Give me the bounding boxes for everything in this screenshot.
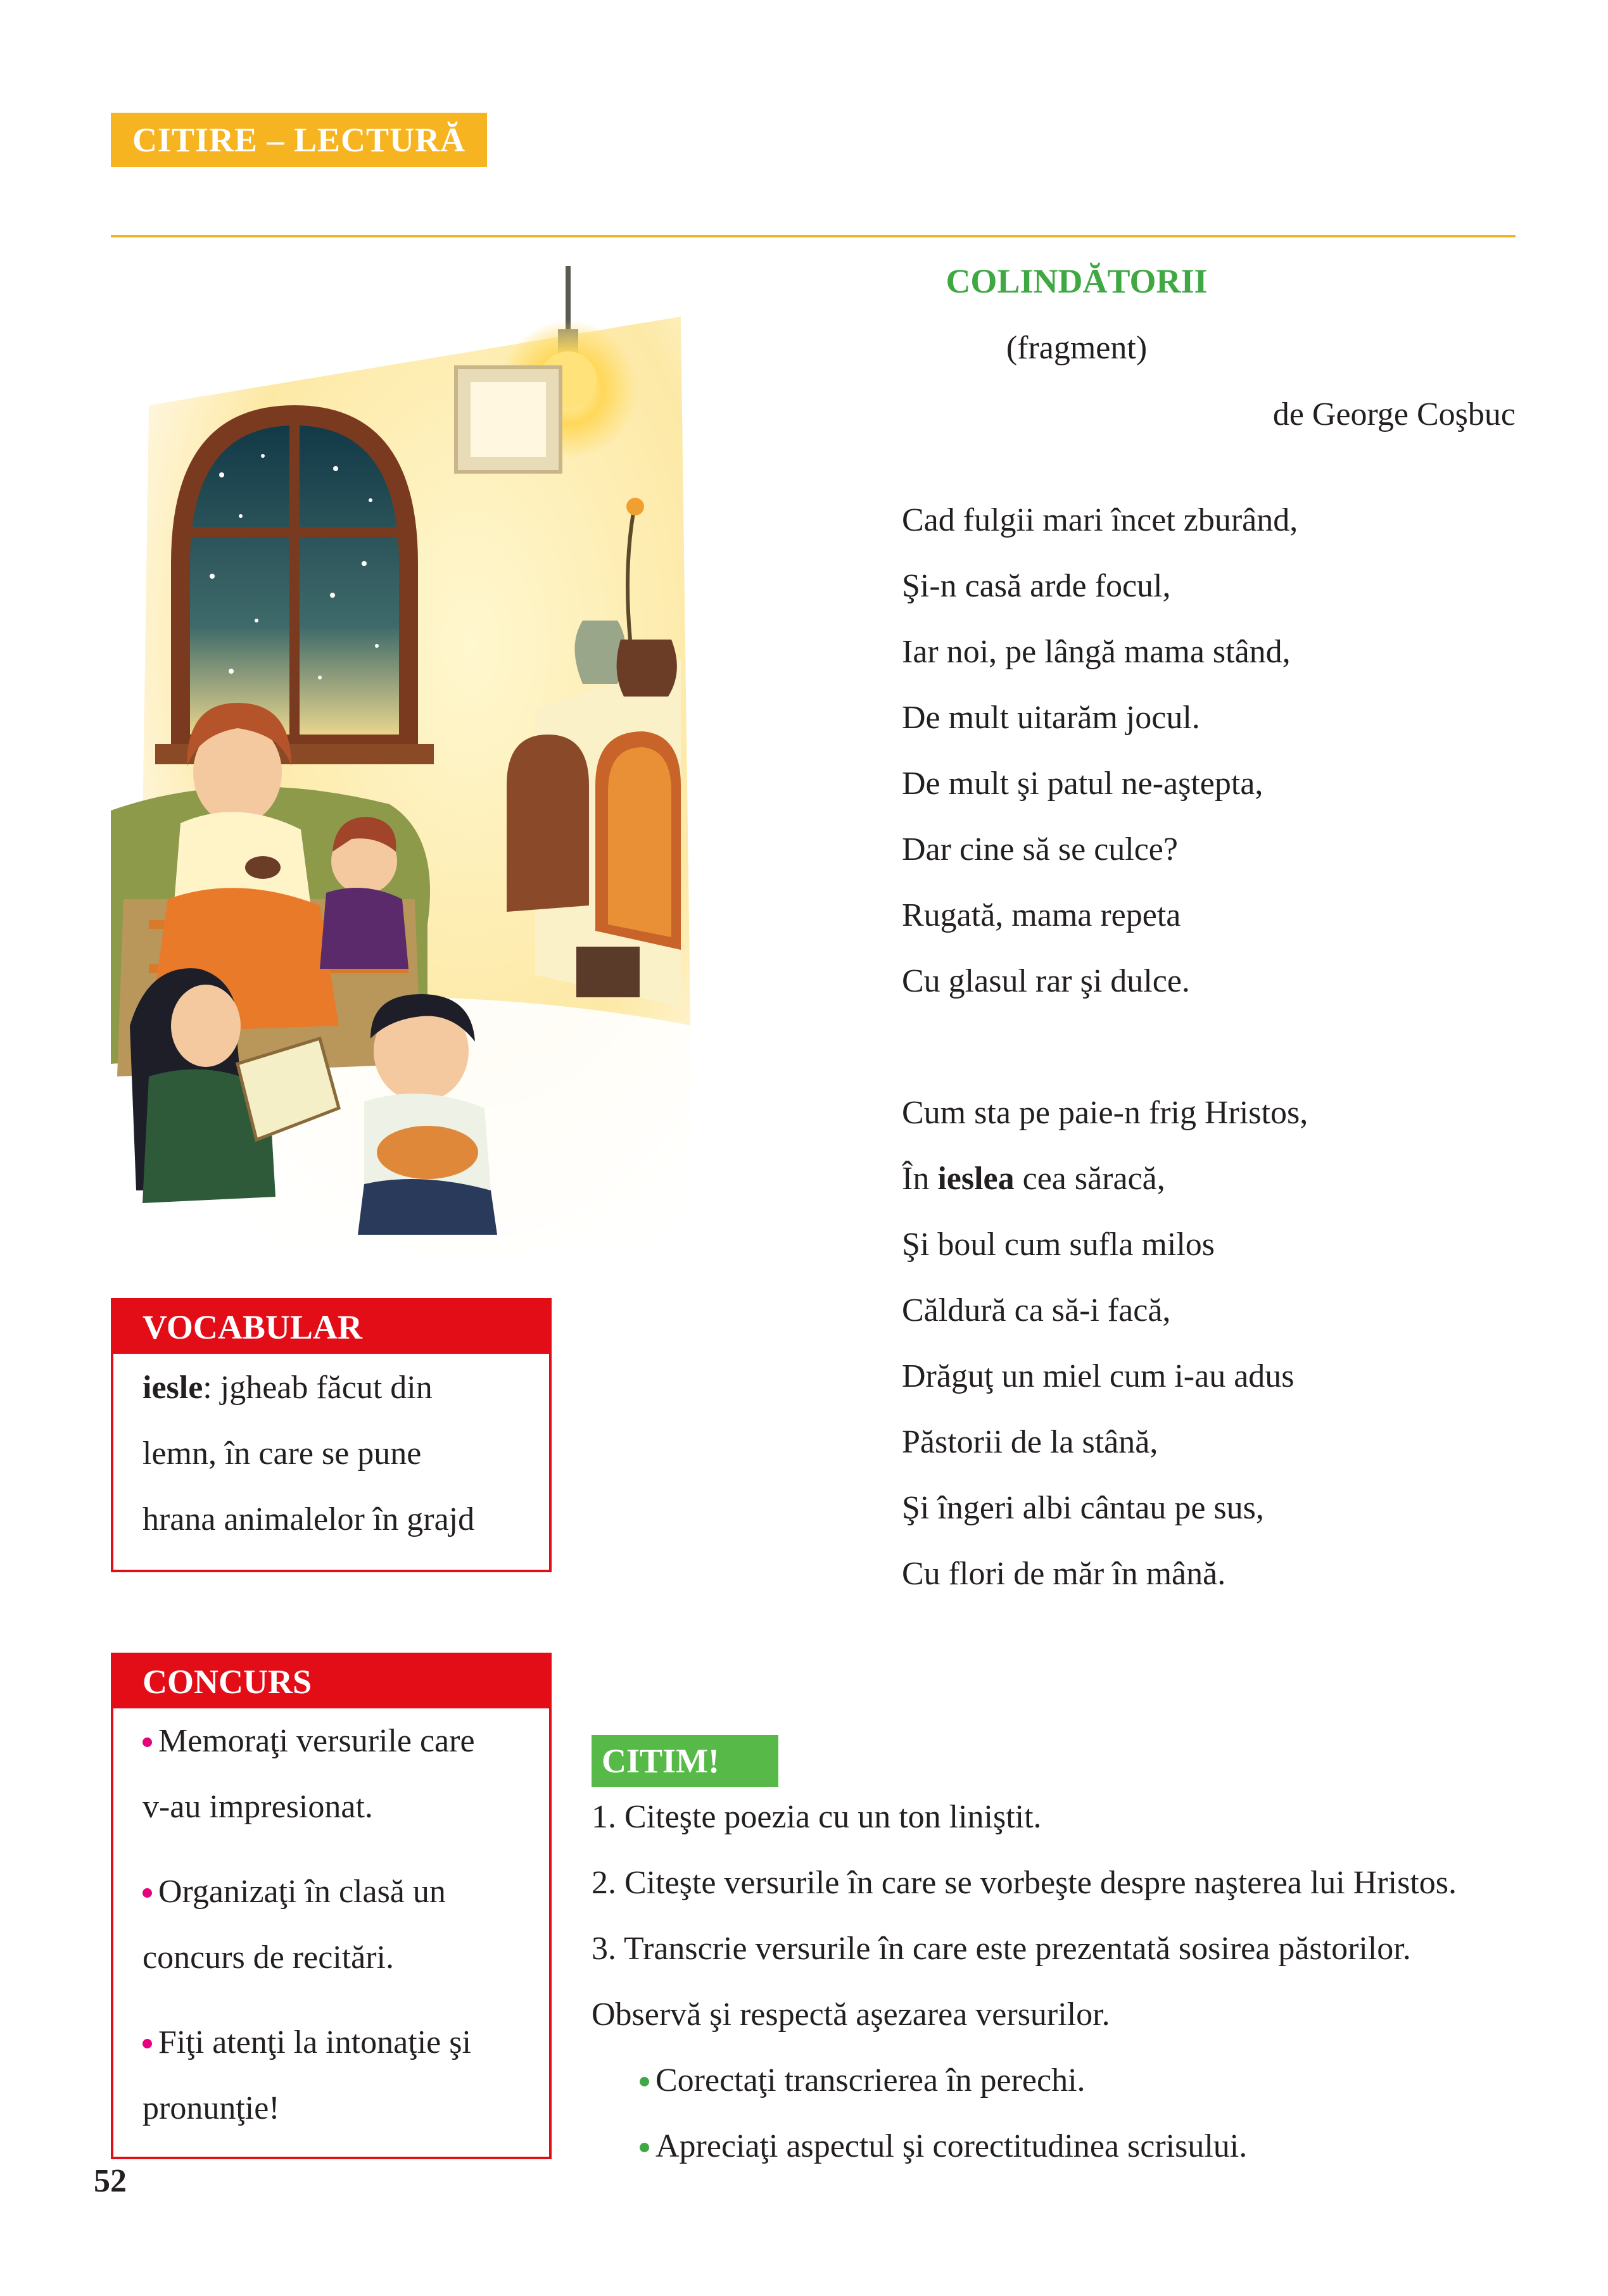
verse-line: Cad fulgii mari încet zburând, xyxy=(902,502,1298,538)
task-2: 2. Citeşte versurile în care se vorbeşte despre naşterea lui Hristos. xyxy=(592,1865,1457,1901)
contest-item-continued: v-au impresionat. xyxy=(142,1789,373,1825)
verse-line: Şi îngeri albi cântau pe sus, xyxy=(902,1490,1264,1526)
poem-stanza-1 xyxy=(902,488,1510,1014)
task-3: 3. Transcrie versurile în care este prezentată sosirea păstorilor. xyxy=(592,1931,1411,1967)
vocabulary-definition-line xyxy=(142,1355,536,1421)
bullet-dot-icon xyxy=(142,1738,152,1747)
section-tag: CITIRE – LECTURĂ xyxy=(111,113,487,167)
bullet-dot-icon xyxy=(142,1888,152,1898)
verse-line: De mult uitarăm jocul. xyxy=(902,700,1200,736)
page-number: 52 xyxy=(94,2163,127,2199)
vocabulary-term: iesle xyxy=(142,1370,203,1406)
bullet-dot-icon xyxy=(640,2143,649,2152)
poem-author: de George Coşbuc xyxy=(1272,396,1516,432)
task-1: 1. Citeşte poezia cu un ton liniştit. xyxy=(592,1799,1042,1835)
contest-item-continued: concurs de recitări. xyxy=(142,1940,395,1976)
bullet-dot-icon xyxy=(142,2039,152,2048)
contest-item-text: Memoraţi versurile care xyxy=(158,1723,475,1759)
verse-line: Şi-n casă arde focul, xyxy=(902,568,1171,604)
citim-tag: CITIM! xyxy=(592,1735,778,1787)
verse-line: Iar noi, pe lângă mama stând, xyxy=(902,634,1291,670)
verse-line: Căldură ca să-i facă, xyxy=(902,1292,1171,1328)
task-3-continued: Observă şi respectă aşezarea versurilor. xyxy=(592,1996,1110,2033)
bullet-dot-icon xyxy=(640,2077,649,2086)
contest-item-text: Fiţi atenţi la intonaţie şi xyxy=(158,2024,471,2060)
verse-line: Cum sta pe paie-n frig Hristos, xyxy=(902,1095,1308,1131)
task-bullet-text: Apreciaţi aspectul şi corectitudinea scrisului. xyxy=(655,2128,1248,2164)
illustration-family-reading xyxy=(111,266,744,1254)
verse-line: Cu glasul rar şi dulce. xyxy=(902,963,1190,999)
contest-item-continued: pronunţie! xyxy=(142,2090,280,2126)
verse-line: Rugată, mama repeta xyxy=(902,897,1181,933)
vocabulary-definition-line: hrana animalelor în grajd xyxy=(142,1501,475,1537)
contest-item-text: Organizaţi în clasă un xyxy=(158,1874,446,1910)
definition-text: : jgheab făcut din xyxy=(203,1370,433,1406)
verse-line: Dar cine să se culce? xyxy=(902,831,1178,867)
task-bullet xyxy=(640,2048,1571,2114)
illustration-svg xyxy=(111,266,744,1254)
contest-item xyxy=(142,1859,536,1925)
verse-text: În xyxy=(902,1161,938,1197)
vocabulary-box xyxy=(111,1298,552,1572)
poem-stanza-2 xyxy=(902,1080,1510,1607)
verse-line: Păstorii de la stână, xyxy=(902,1424,1158,1460)
vocabulary-definition-line: lemn, în care se pune xyxy=(142,1435,422,1472)
verse-line: Şi boul cum sufla milos xyxy=(902,1227,1215,1263)
poem-subtitle: (fragment) xyxy=(1006,330,1148,366)
contest-title: CONCURS xyxy=(113,1655,549,1708)
vocabulary-title: VOCABULAR xyxy=(113,1301,549,1354)
contest-item xyxy=(142,1708,536,1774)
header-divider xyxy=(111,235,1516,237)
verse-line: De mult şi patul ne-aştepta, xyxy=(902,766,1263,802)
task-bullet-text: Corectaţi transcrierea în perechi. xyxy=(655,2062,1086,2098)
verse-line xyxy=(902,1146,1510,1212)
contest-box xyxy=(111,1653,552,2159)
verse-line: Cu flori de măr în mână. xyxy=(902,1556,1226,1592)
poem-title: COLINDĂTORII xyxy=(946,262,1208,300)
task-bullet xyxy=(640,2114,1571,2179)
window xyxy=(155,405,434,764)
contest-item xyxy=(142,2010,536,2076)
verse-line: Drăguţ un miel cum i-au adus xyxy=(902,1358,1295,1394)
vocabulary-highlight: ieslea xyxy=(937,1161,1015,1197)
verse-text: cea săracă, xyxy=(1014,1161,1165,1197)
